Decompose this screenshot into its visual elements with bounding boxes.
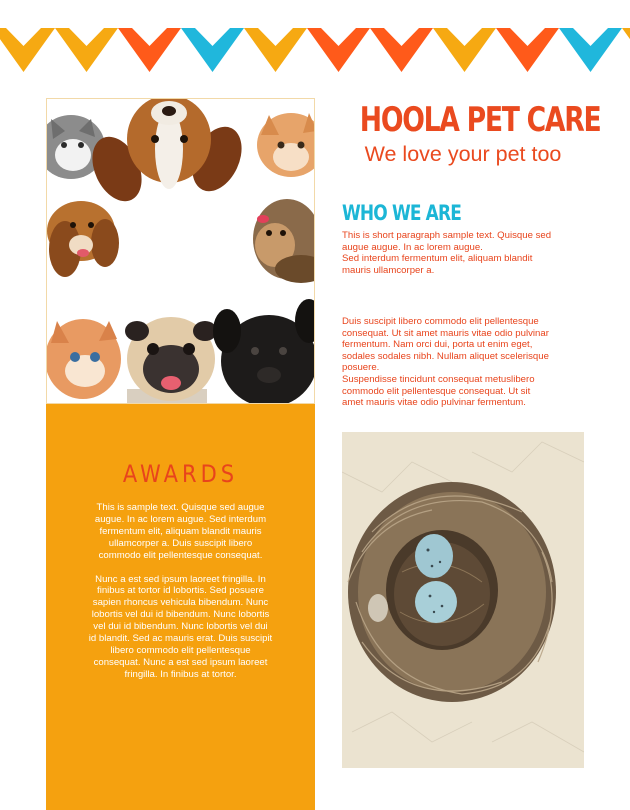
bird-nest-photo <box>342 432 584 768</box>
awards-paragraph-1: This is sample text. Quisque sed augue augue. In ac lorem augue. Sed interdum fermentum elit, aliquam blandit mauris ullamcorper a. Duis suscipit libero commodo elit pellentesque consequat. <box>94 502 267 561</box>
pets-photo <box>46 98 315 404</box>
chevron-shape <box>433 28 496 72</box>
who-we-are-text: This is short paragraph sample text. Quisque sed augue augue. In ac lorem augue. Sed interdum fermentum elit, aliquam blandit mauris ullamcorper a. <box>342 230 552 276</box>
chevron-shape <box>244 28 307 72</box>
chevron-shape <box>559 28 622 72</box>
awards-text <box>76 502 285 693</box>
tagline: We love your pet too <box>364 142 562 166</box>
chevron-shape <box>0 28 55 72</box>
chevron-shape <box>370 28 433 72</box>
brand-title: HOOLA PET CARE <box>359 100 601 140</box>
chevron-shape <box>55 28 118 72</box>
chevron-shape <box>307 28 370 72</box>
pug-image <box>125 317 217 404</box>
awards-paragraph-2: Nunc a est sed ipsum laoreet fringilla. In finibus at tortor id lobortis. Sed posuere sapien rhoncus vehicula bibendum. Nunc lobortis vel dui id bibendum. Nunc lobortis vel dui id bibendum. Nunc lobortis vel dui id blandit. Sed ac mauris erat. Duis suscipit libero commodo elit pellentesque consequat. Nunc a est sed ipsum laoreet fringilla. In finibus at tortor. <box>88 573 273 680</box>
chevron-shape <box>496 28 559 72</box>
blue-egg-2 <box>415 581 457 623</box>
chevron-shape <box>181 28 244 72</box>
tabby-kitten-image <box>47 319 121 399</box>
chevron-border-decoration <box>0 24 630 76</box>
chevron-shape <box>622 28 630 72</box>
left-column <box>46 98 315 810</box>
who-we-are-title: WHO WE ARE <box>342 200 461 226</box>
chevron-shape <box>118 28 181 72</box>
second-paragraph: Duis suscipit libero commodo elit pellentesque consequat. Ut sit amet mauris vitae odio pulvinar fermentum. Nam orci dui, porta ut enim eget, sodales sodales nibh. Nullam aliquet scelerisque posuere. Suspendisse tincidunt consequat metuslibero commodo elit pellentesque consequat. Ut sit amet mauris vitae odio pulvinar fermentum. <box>342 316 549 409</box>
awards-panel <box>46 404 315 810</box>
blue-egg-1 <box>415 534 453 578</box>
awards-title: AWARDS <box>122 460 239 488</box>
